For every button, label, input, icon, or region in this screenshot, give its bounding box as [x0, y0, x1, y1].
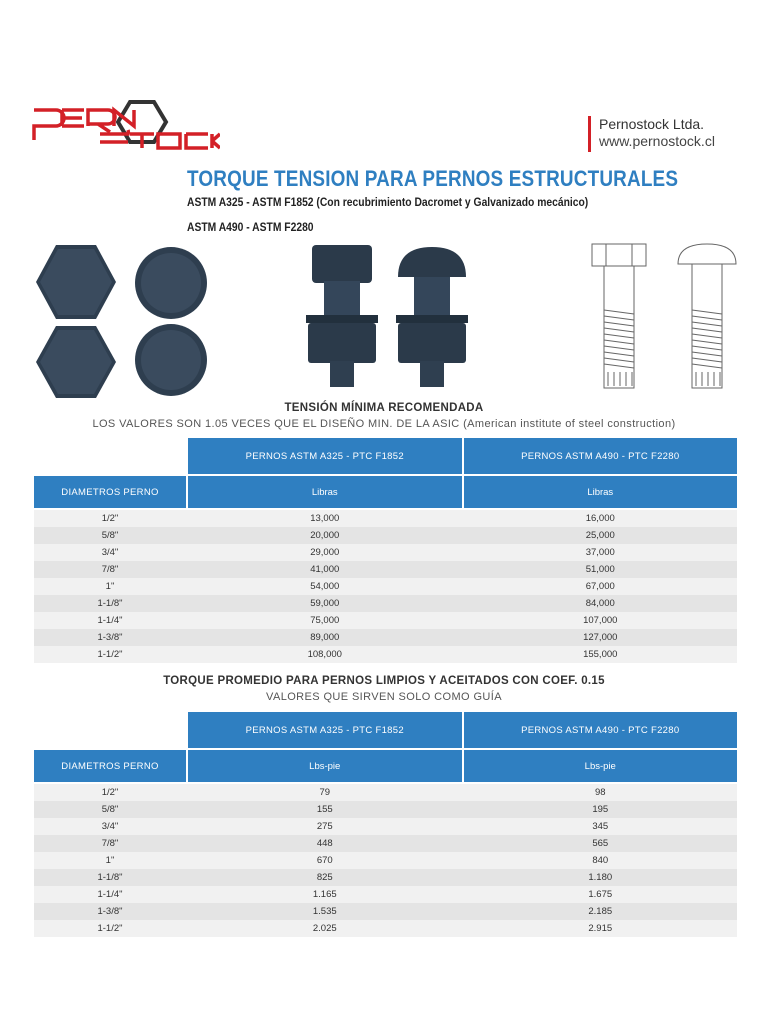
value-cell: 54,000	[310, 581, 340, 592]
torque-rows	[34, 784, 737, 937]
table-row	[34, 869, 737, 886]
hex-bolt-head-a490-icon	[34, 324, 118, 400]
page-title: TORQUE TENSION PARA PERNOS ESTRUCTURALES	[187, 166, 679, 191]
diameter-cell: 5/8"	[101, 530, 119, 541]
value-cell: 89,000	[310, 632, 340, 643]
diameter-cell: 1-3/8"	[97, 632, 123, 643]
value-cell: 51,000	[585, 564, 615, 575]
value-cell: 13,000	[310, 513, 340, 524]
table-row	[34, 527, 737, 544]
value-cell: 16,000	[585, 513, 615, 524]
table-row	[34, 510, 737, 527]
value-cell: 565	[592, 838, 609, 849]
torque-unit-a490: Lbs-pie	[464, 750, 738, 782]
round-bolt-head-a490-icon	[133, 322, 209, 398]
diameter-cell: 1/2"	[101, 513, 119, 524]
value-cell: 275	[316, 821, 333, 832]
diameter-cell: 7/8"	[101, 564, 119, 575]
tension-unit-a325: Libras	[188, 476, 462, 508]
table-row	[34, 801, 737, 818]
company-block	[588, 116, 715, 152]
torque-table	[34, 712, 737, 937]
diameter-cell: 7/8"	[101, 838, 119, 849]
value-cell: 1.535	[312, 906, 337, 917]
company-name: Pernostock Ltda.	[599, 116, 705, 132]
diameter-cell: 1"	[105, 581, 115, 592]
table-row	[34, 629, 737, 646]
tension-diam-header: DIAMETROS PERNO	[34, 476, 186, 508]
value-cell: 2.025	[312, 923, 337, 934]
value-cell: 345	[592, 821, 609, 832]
value-cell: 37,000	[585, 547, 615, 558]
pernostock-logo	[30, 100, 220, 160]
torque-subtitle: VALORES QUE SIRVEN SOLO COMO GUÍA	[266, 691, 502, 703]
torque-col-a325: PERNOS ASTM A325 - PTC F1852	[188, 712, 462, 748]
diameter-cell: 1/2"	[101, 787, 119, 798]
value-cell: 448	[316, 838, 333, 849]
value-cell: 98	[594, 787, 606, 798]
subtitle-a325: ASTM A325 - ASTM F1852 (Con recubrimiento Dacromet y Galvanizado mecánico)	[187, 195, 589, 209]
torque-diam-header: DIAMETROS PERNO	[34, 750, 186, 782]
value-cell: 1.675	[588, 889, 613, 900]
value-cell: 127,000	[583, 632, 618, 643]
value-cell: 41,000	[310, 564, 340, 575]
torque-unit-a325: Lbs-pie	[188, 750, 462, 782]
value-cell: 155	[316, 804, 333, 815]
table-row	[34, 784, 737, 801]
round-bolt-assembly-icon	[392, 243, 472, 389]
value-cell: 107,000	[583, 615, 618, 626]
value-cell: 155,000	[583, 649, 618, 660]
table-row	[34, 818, 737, 835]
value-cell: 84,000	[585, 598, 615, 609]
value-cell: 20,000	[310, 530, 340, 541]
table-row	[34, 595, 737, 612]
round-bolt-drawing-icon	[672, 240, 742, 390]
table-row	[34, 646, 737, 663]
diameter-cell: 3/4"	[101, 547, 119, 558]
hex-bolt-assembly-icon	[300, 243, 384, 389]
table-row	[34, 612, 737, 629]
table-row	[34, 835, 737, 852]
table-row	[34, 578, 737, 595]
value-cell: 75,000	[310, 615, 340, 626]
value-cell: 79	[319, 787, 331, 798]
subtitle-a490: ASTM A490 - ASTM F2280	[187, 220, 314, 234]
diameter-cell: 1-1/8"	[97, 598, 123, 609]
tension-subtitle: LOS VALORES SON 1.05 VECES QUE EL DISEÑO MIN. DE LA ASIC (American institute of steel construction)	[92, 418, 676, 430]
diameter-cell: 1-1/8"	[97, 872, 123, 883]
diameter-cell: 1-1/4"	[97, 615, 123, 626]
value-cell: 29,000	[310, 547, 340, 558]
torque-col-a490: PERNOS ASTM A490 - PTC F2280	[464, 712, 738, 748]
table-row	[34, 903, 737, 920]
diameter-cell: 1-1/2"	[97, 649, 123, 660]
value-cell: 2.915	[588, 923, 613, 934]
diameter-cell: 1-1/2"	[97, 923, 123, 934]
hex-bolt-head-a325-icon	[34, 243, 118, 321]
diameter-cell: 3/4"	[101, 821, 119, 832]
table-row	[34, 561, 737, 578]
diameter-cell: 1-1/4"	[97, 889, 123, 900]
diameter-cell: 1"	[105, 855, 115, 866]
value-cell: 840	[592, 855, 609, 866]
tension-col-a490: PERNOS ASTM A490 - PTC F2280	[464, 438, 738, 474]
value-cell: 25,000	[585, 530, 615, 541]
tension-title: TENSIÓN MÍNIMA RECOMENDADA	[284, 402, 484, 414]
value-cell: 1.165	[312, 889, 337, 900]
value-cell: 670	[316, 855, 333, 866]
tension-rows	[34, 510, 737, 663]
value-cell: 825	[316, 872, 333, 883]
torque-title: TORQUE PROMEDIO PARA PERNOS LIMPIOS Y ACEITADOS CON COEF. 0.15	[163, 675, 605, 687]
diameter-cell: 5/8"	[101, 804, 119, 815]
tension-unit-a490: Libras	[464, 476, 738, 508]
tension-col-a325: PERNOS ASTM A325 - PTC F1852	[188, 438, 462, 474]
round-bolt-head-a325-icon	[133, 245, 209, 321]
hex-bolt-drawing-icon	[584, 240, 654, 390]
value-cell: 59,000	[310, 598, 340, 609]
value-cell: 2.185	[588, 906, 613, 917]
value-cell: 67,000	[585, 581, 615, 592]
value-cell: 195	[592, 804, 609, 815]
table-row	[34, 852, 737, 869]
value-cell: 108,000	[307, 649, 342, 660]
tension-table	[34, 438, 737, 663]
diameter-cell: 1-3/8"	[97, 906, 123, 917]
table-row	[34, 886, 737, 903]
table-row	[34, 544, 737, 561]
table-row	[34, 920, 737, 937]
value-cell: 1.180	[588, 872, 613, 883]
company-url[interactable]: www.pernostock.cl	[599, 133, 715, 149]
